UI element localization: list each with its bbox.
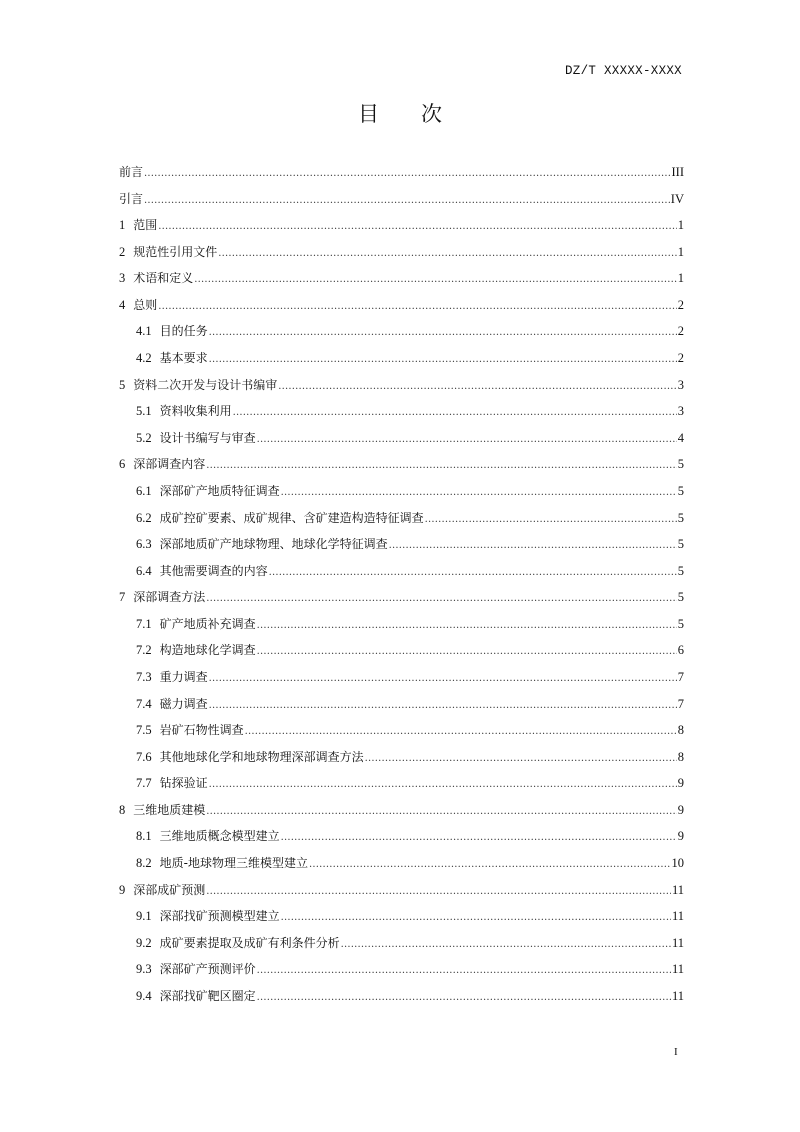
toc-entry[interactable] (119, 850, 684, 877)
toc-entry[interactable] (119, 398, 684, 425)
toc-entry-page: 6 (677, 643, 684, 658)
toc-entry-label: 岩矿石物性调查 (159, 723, 244, 738)
toc-entry-label: 深部矿产预测评价 (159, 962, 256, 977)
toc-leader-dots (144, 161, 670, 188)
toc-leader-dots (257, 985, 671, 1012)
toc-leader-dots (218, 241, 676, 268)
toc-leader-dots (257, 427, 677, 454)
toc-leader-dots (158, 214, 676, 241)
toc-leader-dots (209, 347, 677, 374)
toc-entry[interactable] (119, 877, 684, 904)
toc-leader-dots (209, 666, 677, 693)
toc-leader-dots (206, 586, 676, 613)
toc-entry[interactable] (119, 983, 684, 1010)
toc-entry-label: 重力调查 (159, 669, 208, 684)
toc-entry-label: 总则 (133, 297, 158, 312)
toc-leader-dots (209, 320, 677, 347)
toc-entry[interactable] (119, 664, 684, 691)
toc-entry-label: 深部地质矿产地球物理、地球化学特征调查 (159, 537, 388, 552)
toc-entry[interactable] (119, 265, 684, 292)
toc-entry-page: 1 (677, 271, 684, 286)
toc-entry[interactable] (119, 372, 684, 399)
toc-entry-label: 磁力调查 (159, 696, 208, 711)
toc-entry-number: 6.1 (136, 483, 152, 498)
toc-leader-dots (425, 507, 677, 534)
toc-entry[interactable] (119, 159, 684, 186)
toc-entry-label: 设计书编写与审查 (159, 430, 256, 445)
toc-entry-number: 6.4 (136, 563, 152, 578)
toc-entry-page: 4 (677, 430, 684, 445)
toc-entry-number: 7 (119, 590, 126, 605)
toc-entry-label: 其他需要调查的内容 (159, 563, 268, 578)
toc-leader-dots (257, 639, 677, 666)
toc-leader-dots (281, 825, 677, 852)
toc-entry-number: 7.1 (136, 616, 152, 631)
toc-entry-label: 深部找矿预测模型建立 (159, 909, 280, 924)
toc-leader-dots (257, 613, 677, 640)
toc-entry[interactable] (119, 318, 684, 345)
toc-entry[interactable] (119, 823, 684, 850)
toc-entry-page: 3 (677, 377, 684, 392)
toc-entry[interactable] (119, 637, 684, 664)
toc-entry-page: 1 (677, 244, 684, 259)
toc-entry-page: 5 (677, 563, 684, 578)
toc-entry-number: 4.1 (136, 324, 152, 339)
toc-entry-number: 6 (119, 457, 126, 472)
toc-entry-number: 9.3 (136, 962, 152, 977)
toc-entry-label: 成矿要素提取及成矿有利条件分析 (159, 935, 340, 950)
toc-entry-number: 3 (119, 271, 126, 286)
toc-entry-page: 9 (677, 829, 684, 844)
toc-entry-label: 目的任务 (159, 324, 208, 339)
toc-entry-label: 构造地球化学调查 (159, 643, 256, 658)
toc-entry-label: 前言 (119, 165, 144, 179)
toc-entry[interactable] (119, 345, 684, 372)
toc-entry-number: 7.4 (136, 696, 152, 711)
toc-entry-label: 矿产地质补充调查 (159, 616, 256, 631)
toc-entry[interactable] (119, 186, 684, 213)
toc-leader-dots (257, 958, 671, 985)
toc-entry[interactable] (119, 797, 684, 824)
toc-entry-label: 深部找矿靶区圈定 (159, 988, 256, 1003)
table-of-contents (119, 159, 684, 1010)
toc-leader-dots (245, 719, 677, 746)
toc-entry-number: 7.5 (136, 723, 152, 738)
toc-leader-dots (233, 400, 677, 427)
toc-entry-page: 8 (677, 723, 684, 738)
toc-leader-dots (194, 267, 676, 294)
toc-entry[interactable] (119, 212, 684, 239)
toc-entry-page: 8 (677, 749, 684, 764)
toc-entry[interactable] (119, 451, 684, 478)
toc-entry-page: 2 (677, 351, 684, 366)
toc-entry-label: 深部成矿预测 (133, 882, 206, 897)
toc-entry-number: 9 (119, 882, 126, 897)
toc-entry-number: 6.3 (136, 537, 152, 552)
document-code: DZ/T XXXXX-XXXX (564, 64, 682, 78)
toc-entry[interactable] (119, 744, 684, 771)
toc-entry-label: 范围 (133, 218, 158, 233)
toc-entry-page: 11 (671, 962, 684, 977)
toc-entry[interactable] (119, 505, 684, 532)
toc-entry-page: 7 (677, 696, 684, 711)
toc-entry-label: 规范性引用文件 (133, 244, 218, 259)
toc-entry-page: 5 (677, 537, 684, 552)
toc-entry[interactable] (119, 531, 684, 558)
toc-entry-number: 5 (119, 377, 126, 392)
toc-leader-dots (209, 772, 677, 799)
toc-entry-number: 9.4 (136, 988, 152, 1003)
page-title: 目次 (358, 102, 484, 126)
toc-leader-dots (158, 294, 676, 321)
toc-entry[interactable] (119, 956, 684, 983)
toc-entry-page: 11 (671, 909, 684, 924)
toc-entry-page: 9 (677, 802, 684, 817)
toc-entry-label: 成矿控矿要素、成矿规律、含矿建造构造特征调查 (159, 510, 424, 525)
toc-entry[interactable] (119, 691, 684, 718)
toc-entry-number: 9.1 (136, 909, 152, 924)
toc-entry-page: 10 (671, 856, 684, 871)
toc-entry-label: 引言 (119, 191, 144, 206)
toc-entry-label: 钻探验证 (159, 776, 208, 791)
toc-entry-label: 三维地质概念模型建立 (159, 829, 280, 844)
toc-entry-number: 7.7 (136, 776, 152, 791)
toc-leader-dots (206, 453, 676, 480)
toc-leader-dots (389, 533, 677, 560)
toc-entry-page: III (671, 165, 684, 179)
toc-entry-number: 7.3 (136, 669, 152, 684)
toc-entry-number: 7.6 (136, 749, 152, 764)
toc-entry-label: 地质-地球物理三维模型建立 (159, 856, 308, 871)
toc-entry[interactable] (119, 903, 684, 930)
toc-leader-dots (144, 188, 670, 215)
toc-entry-number: 1 (119, 218, 126, 233)
toc-entry-page: 3 (677, 404, 684, 419)
toc-leader-dots (206, 799, 676, 826)
toc-entry-number: 6.2 (136, 510, 152, 525)
toc-entry[interactable] (119, 611, 684, 638)
toc-entry-label: 其他地球化学和地球物理深部调查方法 (159, 749, 364, 764)
toc-leader-dots (278, 374, 676, 401)
toc-leader-dots (281, 905, 671, 932)
toc-entry-label: 深部调查内容 (133, 457, 206, 472)
toc-entry-page: 5 (677, 510, 684, 525)
toc-entry-page: 5 (677, 457, 684, 472)
toc-entry-page: 11 (671, 935, 684, 950)
toc-entry-number: 7.2 (136, 643, 152, 658)
toc-entry-number: 9.2 (136, 935, 152, 950)
toc-leader-dots (209, 693, 677, 720)
toc-leader-dots (206, 879, 671, 906)
toc-entry-number: 4.2 (136, 351, 152, 366)
toc-entry-label: 资料二次开发与设计书编审 (133, 377, 278, 392)
toc-entry-label: 三维地质建模 (133, 802, 206, 817)
page-number: I (674, 1046, 678, 1058)
toc-entry[interactable] (119, 292, 684, 319)
toc-entry-page: 11 (671, 988, 684, 1003)
toc-leader-dots (281, 480, 677, 507)
toc-entry[interactable] (119, 930, 684, 957)
toc-entry-page: 9 (677, 776, 684, 791)
toc-leader-dots (309, 852, 671, 879)
toc-entry[interactable] (119, 558, 684, 585)
toc-leader-dots (269, 560, 677, 587)
toc-entry-label: 基本要求 (159, 351, 208, 366)
toc-entry-label: 深部调查方法 (133, 590, 206, 605)
toc-entry-number: 2 (119, 244, 126, 259)
toc-entry-number: 8.1 (136, 829, 152, 844)
toc-entry[interactable] (119, 584, 684, 611)
toc-entry-number: 5.2 (136, 430, 152, 445)
toc-entry[interactable] (119, 717, 684, 744)
toc-entry-page: 5 (677, 483, 684, 498)
toc-entry-page: 2 (677, 324, 684, 339)
toc-entry-label: 深部矿产地质特征调查 (159, 483, 280, 498)
toc-entry-number: 5.1 (136, 404, 152, 419)
toc-entry-page: 1 (677, 218, 684, 233)
toc-entry-number: 8.2 (136, 856, 152, 871)
toc-leader-dots (341, 932, 671, 959)
toc-entry-label: 术语和定义 (133, 271, 194, 286)
toc-entry-page: 2 (677, 297, 684, 312)
toc-entry[interactable] (119, 770, 684, 797)
toc-entry-page: 11 (671, 882, 684, 897)
toc-entry[interactable] (119, 478, 684, 505)
toc-entry-label: 资料收集利用 (159, 404, 232, 419)
toc-entry-page: IV (670, 191, 684, 206)
toc-entry-page: 5 (677, 616, 684, 631)
toc-entry-number: 4 (119, 297, 126, 312)
toc-entry-number: 8 (119, 802, 126, 817)
toc-entry[interactable] (119, 239, 684, 266)
toc-entry-page: 5 (677, 590, 684, 605)
toc-entry[interactable] (119, 425, 684, 452)
toc-entry-page: 7 (677, 669, 684, 684)
toc-leader-dots (365, 746, 677, 773)
